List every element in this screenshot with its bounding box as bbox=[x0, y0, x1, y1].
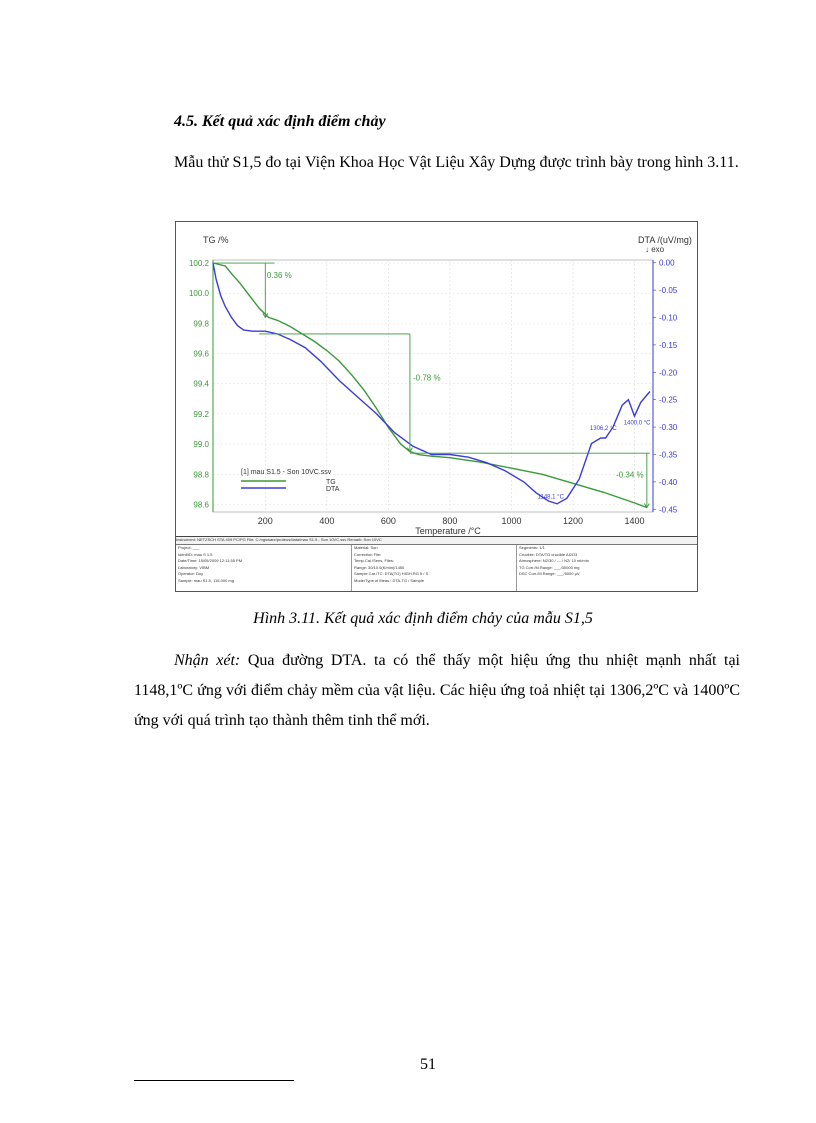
info-line: Material: Son bbox=[354, 545, 378, 550]
y-right-tick-label: -0.25 bbox=[659, 395, 678, 405]
y-left-tick-label: 100.2 bbox=[188, 259, 209, 269]
figure-caption: Hình 3.11. Kết quả xác định điểm chảy của mẫu S1,5 bbox=[253, 610, 593, 627]
legend-label: TG bbox=[326, 479, 336, 486]
tg-dta-chart bbox=[176, 222, 697, 536]
y-right-axis-title: DTA /(uV/mg) bbox=[638, 235, 692, 245]
info-line: Atmosphere: N2/30 / --- / N2/ 10 ml/min bbox=[519, 558, 589, 563]
footnote-separator bbox=[134, 1080, 294, 1081]
info-line: Project: ___ bbox=[178, 545, 200, 550]
y-right-tick-label: -0.40 bbox=[659, 477, 678, 487]
y-left-tick-label: 98.8 bbox=[193, 470, 209, 480]
remark-label: Nhận xét: bbox=[174, 652, 241, 669]
info-line: Crucible: DTA/TG crucible Al2O3 bbox=[519, 551, 578, 557]
y-right-tick-label: -0.10 bbox=[659, 313, 678, 323]
legend-label: DTA bbox=[326, 486, 340, 493]
intro-paragraph: Mẫu thử S1,5 đo tại Viện Khoa Học Vật Liệu Xây Dựng được trình bày trong hình 3.11. bbox=[174, 154, 739, 171]
section-heading: 4.5. Kết quả xác định điểm chảy bbox=[174, 113, 386, 130]
x-tick-label: 600 bbox=[380, 516, 396, 526]
x-tick-label: 200 bbox=[257, 516, 273, 526]
info-column-2 bbox=[351, 545, 516, 591]
info-column-1 bbox=[176, 545, 351, 591]
series-dta-line bbox=[213, 263, 650, 504]
annotation-label: -0.34 % bbox=[616, 470, 644, 480]
y-left-tick-label: 99.6 bbox=[193, 349, 209, 359]
instrument-row: Instrument: NETZSCH STA 409 PC/PG File: C:/ngsware/proteus/data/mau S1.5 - Son 10VC.ssv Remark: Son 10VC bbox=[176, 537, 697, 545]
info-line: Range: 30/10.0(K/min)/1450 bbox=[354, 564, 405, 570]
info-line: Operator: Duy bbox=[178, 571, 204, 576]
y-left-tick-label: 99.0 bbox=[193, 440, 209, 450]
page-number: 51 bbox=[420, 1056, 436, 1073]
y-left-axis-title: TG /% bbox=[203, 235, 229, 245]
info-line: Mode/Type of Meas.: DTA-TG / Sample bbox=[354, 577, 424, 583]
y-left-tick-label: 99.4 bbox=[193, 379, 209, 389]
y-left-tick-label: 99.2 bbox=[193, 409, 209, 419]
y-right-tick-label: -0.15 bbox=[659, 340, 678, 350]
info-column-3 bbox=[516, 545, 697, 591]
thermal-analysis-figure bbox=[175, 221, 698, 592]
instrument-info-table bbox=[176, 536, 697, 592]
annotation-label: 1400,0 °C bbox=[623, 420, 651, 427]
remark-paragraph bbox=[134, 646, 740, 736]
info-line: Laboratory: VIBM bbox=[178, 564, 210, 570]
info-line: Correction File: bbox=[354, 551, 382, 557]
info-line: Date/Time: 15/05/2009 12:11:55 PM bbox=[178, 558, 243, 563]
x-tick-label: 400 bbox=[319, 516, 335, 526]
y-left-tick-label: 100.0 bbox=[188, 289, 209, 299]
y-right-tick-label: -0.45 bbox=[659, 505, 678, 515]
y-left-tick-label: 99.8 bbox=[193, 319, 209, 329]
annotation-label: -0.78 % bbox=[413, 373, 441, 383]
remark-text: Qua đường DTA. ta có thể thấy một hiệu ứng thu nhiệt mạnh nhất tại 1148,1ºC ứng với điểm chảy mềm của vật liệu. Các hiệu ứng toả nhiệt tại 1306,2ºC và 1400ºC ứng với quá trình tạo thành thêm tinh thể mới. bbox=[134, 652, 740, 729]
info-line: TG Corr./M.Range: ___/30000 mg bbox=[519, 564, 580, 570]
x-tick-label: 1400 bbox=[624, 516, 645, 526]
exo-marker: ↓ exo bbox=[645, 245, 665, 254]
info-line: Segments: 1/1 bbox=[519, 545, 545, 550]
annotation-label: 1306,2 °C bbox=[589, 425, 617, 432]
annotation-label: 0.36 % bbox=[266, 271, 292, 281]
y-left-tick-label: 98.6 bbox=[193, 500, 209, 510]
info-line: Sample: mau S1.5, 115.000 mg bbox=[178, 577, 234, 583]
y-right-tick-label: -0.05 bbox=[659, 286, 678, 296]
x-tick-label: 800 bbox=[442, 516, 458, 526]
y-right-tick-label: -0.35 bbox=[659, 450, 678, 460]
y-right-tick-label: -0.20 bbox=[659, 368, 678, 378]
y-right-tick-label: 0.00 bbox=[659, 258, 675, 268]
info-line: Sample Car./TC: DTA(TG) HIGH RG 5 / S bbox=[354, 571, 429, 576]
annotation-label: 1148,1 °C bbox=[537, 494, 564, 501]
legend-title: [1] mau S1.5 - Son 10VC.ssv bbox=[241, 469, 332, 476]
info-line: Temp.Cal./Sens. Files: bbox=[354, 558, 395, 563]
info-line: Ident/ID: mau S 1.5 bbox=[178, 551, 213, 557]
info-line: DSC Corr./M.Range: ___/5000 µV bbox=[519, 571, 580, 576]
x-axis-title: Temperature /°C bbox=[415, 526, 481, 536]
y-right-tick-label: -0.30 bbox=[659, 423, 678, 433]
x-tick-label: 1200 bbox=[562, 516, 584, 526]
x-tick-label: 1000 bbox=[501, 516, 522, 526]
